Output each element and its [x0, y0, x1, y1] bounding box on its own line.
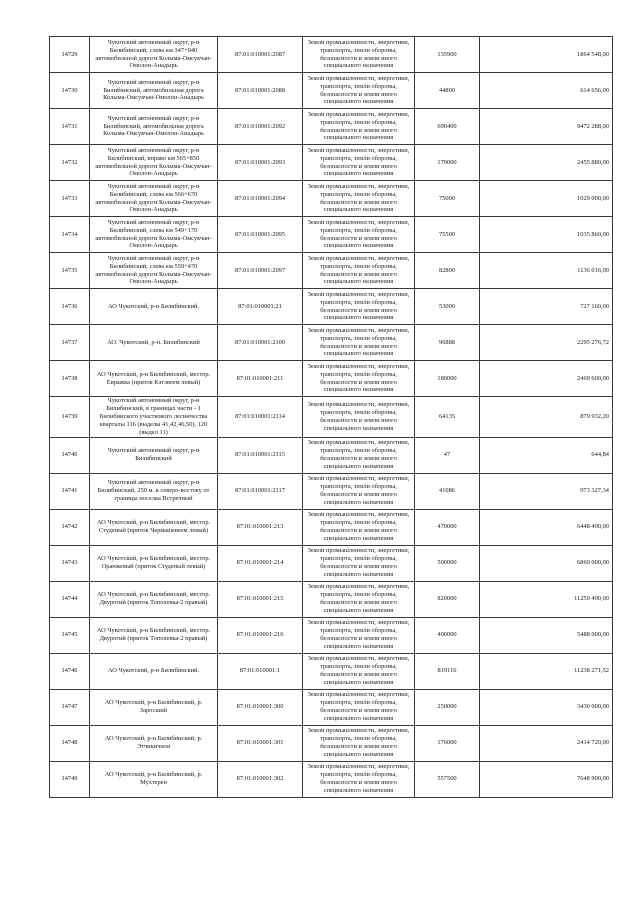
table-row: [50, 145, 613, 181]
land-category-cell: Земли промышленности, энергетики, транспорта, земли обороны, безопасности и земли иного специального назначения: [303, 473, 415, 509]
cadastral-number-cell: 87:01:010001:2088: [218, 73, 303, 109]
table-row: [50, 689, 613, 725]
cadastral-value-cell: 3430 000,00: [480, 689, 613, 725]
table-body: [50, 37, 613, 798]
land-category-cell: Земли промышленности, энергетики, транспорта, земли обороны, безопасности и земли иного специального назначения: [303, 545, 415, 581]
cadastral-number-cell: 87:01:010001:2115: [218, 437, 303, 473]
row-number: 14735: [50, 253, 90, 289]
area-cell: 176000: [415, 725, 480, 761]
table-row: [50, 653, 613, 689]
area-cell: 690400: [415, 109, 480, 145]
cadastral-number-cell: 87:01:010001:2117: [218, 473, 303, 509]
table-row: [50, 397, 613, 438]
address-cell: АО Чукотский, р-н Билибинский, р. Мухтерен: [90, 761, 218, 797]
row-number: 14732: [50, 145, 90, 181]
cadastral-value-cell: 2414 720,00: [480, 725, 613, 761]
land-category-cell: Земли промышленности, энергетики, транспорта, земли обороны, безопасности и земли иного специального назначения: [303, 725, 415, 761]
table-row: [50, 617, 613, 653]
address-cell: АО Чукотский, р-н Билибинский, местор. Двурогий (приток Тополевка-2 правый): [90, 581, 218, 617]
row-number: 14749: [50, 761, 90, 797]
row-number: 14729: [50, 37, 90, 73]
row-number: 14738: [50, 361, 90, 397]
area-cell: 500000: [415, 545, 480, 581]
table-row: [50, 509, 613, 545]
address-cell: АО Чукотский, р-н Билибинский.: [90, 289, 218, 325]
area-cell: 180000: [415, 361, 480, 397]
land-category-cell: Земли промышленности, энергетики, транспорта, земли обороны, безопасности и земли иного специального назначения: [303, 437, 415, 473]
area-cell: 41086: [415, 473, 480, 509]
row-number: 14745: [50, 617, 90, 653]
row-number: 14739: [50, 397, 90, 438]
cadastral-value-cell: 1035 860,00: [480, 217, 613, 253]
area-cell: 75500: [415, 217, 480, 253]
address-cell: АО Чукотский, р-н Билибинский, р. Этчикичеем: [90, 725, 218, 761]
cadastral-value-cell: 644,84: [480, 437, 613, 473]
cadastral-number-cell: 87:01:010001:2087: [218, 37, 303, 73]
area-cell: 820000: [415, 581, 480, 617]
area-cell: 400000: [415, 617, 480, 653]
cadastral-value-cell: 9472 288,00: [480, 109, 613, 145]
land-category-cell: Земли промышленности, энергетики, транспорта, земли обороны, безопасности и земли иного специального назначения: [303, 397, 415, 438]
address-cell: Чукотский автономный округ, р-н Билибинский, слева км 347+940 автомобильной дороги Колыма-Омсукчан-Омолон-Анадырь: [90, 37, 218, 73]
land-category-cell: Земли промышленности, энергетики, транспорта, земли обороны, безопасности и земли иного специального назначения: [303, 109, 415, 145]
row-number: 14741: [50, 473, 90, 509]
table-row: [50, 581, 613, 617]
table-row: [50, 289, 613, 325]
table-row: [50, 73, 613, 109]
cadastral-number-cell: 87:01:010001:2092: [218, 109, 303, 145]
land-category-cell: Земли промышленности, энергетики, транспорта, земли обороны, безопасности и земли иного специального назначения: [303, 509, 415, 545]
table-row: [50, 109, 613, 145]
cadastral-value-cell: 1136 016,00: [480, 253, 613, 289]
land-category-cell: Земли промышленности, энергетики, транспорта, земли обороны, безопасности и земли иного специального назначения: [303, 581, 415, 617]
land-category-cell: Земли промышленности, энергетики, транспорта, земли обороны, безопасности и земли иного специального назначения: [303, 617, 415, 653]
table-row: [50, 725, 613, 761]
cadastral-value-cell: 614 656,00: [480, 73, 613, 109]
address-cell: Чукотский автономный округ, р-н Билибинский, слева км 566+670 автомобильной дороги Колыма-Омсукчан-Омолон-Анадырь: [90, 181, 218, 217]
land-category-cell: Земли промышленности, энергетики, транспорта, земли обороны, безопасности и земли иного специального назначения: [303, 145, 415, 181]
cadastral-value-cell: 2455 880,00: [480, 145, 613, 181]
cadastral-number-cell: 87:01:010001:214: [218, 545, 303, 581]
area-cell: 64135: [415, 397, 480, 438]
cadastral-value-cell: 6448 400,00: [480, 509, 613, 545]
cadastral-value-cell: 879 932,20: [480, 397, 613, 438]
cadastral-value-cell: 727 160,00: [480, 289, 613, 325]
cadastral-value-cell: 1029 000,00: [480, 181, 613, 217]
row-number: 14742: [50, 509, 90, 545]
row-number: 14737: [50, 325, 90, 361]
cadastral-number-cell: 87:01:010001:215: [218, 581, 303, 617]
row-number: 14733: [50, 181, 90, 217]
table-row: [50, 761, 613, 797]
cadastral-value-cell: 11250 400,00: [480, 581, 613, 617]
area-cell: 47: [415, 437, 480, 473]
cadastral-number-cell: 87:01:010001:2094: [218, 181, 303, 217]
cadastral-number-cell: 87:01:010001:216: [218, 617, 303, 653]
address-cell: АО Чукотский, р-н Билибинский, р. Заросший: [90, 689, 218, 725]
land-category-cell: Земли промышленности, энергетики, транспорта, земли обороны, безопасности и земли иного специального назначения: [303, 761, 415, 797]
row-number: 14748: [50, 725, 90, 761]
address-cell: Чукотский автономный округ, р-н Билибинский, слева км 549+170 автомобильной дороги Колыма-Омсукчан-Омолон-Анадырь: [90, 217, 218, 253]
row-number: 14730: [50, 73, 90, 109]
row-number: 14746: [50, 653, 90, 689]
area-cell: 179000: [415, 145, 480, 181]
address-cell: Чукотский автономный округ, р-н Билибинский, в границах части - 1 Билибинского участкового лесничества кварталы 116 (выделы 41,42,46,50), 120 (выдел 11): [90, 397, 218, 438]
address-cell: АО Чукотский, р-н Билибинский, местор. Евражка (приток Кэтэвеем левый): [90, 361, 218, 397]
cadastral-value-cell: 2295 276,72: [480, 325, 613, 361]
table-row: [50, 361, 613, 397]
row-number: 14736: [50, 289, 90, 325]
land-category-cell: Земли промышленности, энергетики, транспорта, земли обороны, безопасности и земли иного специального назначения: [303, 689, 415, 725]
table-row: [50, 545, 613, 581]
table-row: [50, 37, 613, 73]
land-category-cell: Земли промышленности, энергетики, транспорта, земли обороны, безопасности и земли иного специального назначения: [303, 37, 415, 73]
land-category-cell: Земли промышленности, энергетики, транспорта, земли обороны, безопасности и земли иного специального назначения: [303, 653, 415, 689]
cadastral-number-cell: 87:01:010001:2114: [218, 397, 303, 438]
cadastral-number-cell: 87:01:010001:21: [218, 289, 303, 325]
address-cell: АО Чукотский, р-н Билибинский, местор. Оранжевый (приток Студеный левый): [90, 545, 218, 581]
address-cell: Чукотский автономный округ, р-н Билибинский, автомобильная дорога Колыма-Омсукчан-Омолон-Анадырь: [90, 109, 218, 145]
row-number: 14743: [50, 545, 90, 581]
land-category-cell: Земли промышленности, энергетики, транспорта, земли обороны, безопасности и земли иного специального назначения: [303, 253, 415, 289]
area-cell: 250000: [415, 689, 480, 725]
cadastral-value-cell: 7648 900,00: [480, 761, 613, 797]
cadastral-number-cell: 87:01:010001:302: [218, 761, 303, 797]
table-row: [50, 473, 613, 509]
land-category-cell: Земли промышленности, энергетики, транспорта, земли обороны, безопасности и земли иного специального назначения: [303, 217, 415, 253]
cadastral-number-cell: 87:01:010001:2097: [218, 253, 303, 289]
row-number: 14744: [50, 581, 90, 617]
table-row: [50, 181, 613, 217]
row-number: 14734: [50, 217, 90, 253]
cadastral-number-cell: 87:01:010001:2100: [218, 325, 303, 361]
land-category-cell: Земли промышленности, энергетики, транспорта, земли обороны, безопасности и земли иного специального назначения: [303, 289, 415, 325]
table-row: [50, 325, 613, 361]
cadastral-number-cell: 87:01:010001:213: [218, 509, 303, 545]
table-row: [50, 253, 613, 289]
land-category-cell: Земли промышленности, энергетики, транспорта, земли обороны, безопасности и земли иного специального назначения: [303, 181, 415, 217]
cadastral-number-cell: 87:01:010001:211: [218, 361, 303, 397]
row-number: 14731: [50, 109, 90, 145]
row-number: 14740: [50, 437, 90, 473]
row-number: 14747: [50, 689, 90, 725]
cadastral-number-cell: 87:01:010001:2093: [218, 145, 303, 181]
address-cell: Чукотский автономный округ, р-н Билибинский, слева км 559+470 автомобильной дороги Колыма-Омсукчан-Омолон-Анадырь: [90, 253, 218, 289]
address-cell: АО. Чукотский, р-н. Билибинский: [90, 325, 218, 361]
area-cell: 135900: [415, 37, 480, 73]
address-cell: Чукотский автономный округ, р-н Билибинский, 250 м. к северо-востоку от границы поселка Встречный: [90, 473, 218, 509]
cadastral-value-cell: 11238 271,52: [480, 653, 613, 689]
land-register-table: [49, 36, 613, 798]
address-cell: Чукотский автономный округ, р-н Билибинский, вправо км 565+850 автомобильной дороги Колыма-Омсукчан-Омолон-Анадырь: [90, 145, 218, 181]
cadastral-number-cell: 87:01:010001:1: [218, 653, 303, 689]
cadastral-value-cell: 1864 548,00: [480, 37, 613, 73]
address-cell: АО Чукотский, р-н Билибинский, местор. Студеный (приток Чермашевеем левый): [90, 509, 218, 545]
area-cell: 44800: [415, 73, 480, 109]
cadastral-value-cell: 973 327,34: [480, 473, 613, 509]
area-cell: 470000: [415, 509, 480, 545]
cadastral-value-cell: 5488 000,00: [480, 617, 613, 653]
land-category-cell: Земли промышленности, энергетики, транспорта, земли обороны, безопасности и земли иного специального назначения: [303, 325, 415, 361]
table-row: [50, 437, 613, 473]
cadastral-number-cell: 87:01:010001:300: [218, 689, 303, 725]
land-category-cell: Земли промышленности, энергетики, транспорта, земли обороны, безопасности и земли иного специального назначения: [303, 361, 415, 397]
address-cell: Чукотский автономный округ, р-н Билибинский, автомобильная дорога Колыма-Омсукчан-Омолон-Анадырь: [90, 73, 218, 109]
area-cell: 96888: [415, 325, 480, 361]
cadastral-value-cell: 6860 000,00: [480, 545, 613, 581]
cadastral-number-cell: 87:01:010001:2095: [218, 217, 303, 253]
area-cell: 75000: [415, 181, 480, 217]
cadastral-value-cell: 2469 600,00: [480, 361, 613, 397]
area-cell: 819116: [415, 653, 480, 689]
cadastral-number-cell: 87:01:010001:301: [218, 725, 303, 761]
area-cell: 53000: [415, 289, 480, 325]
area-cell: 557500: [415, 761, 480, 797]
land-category-cell: Земли промышленности, энергетики, транспорта, земли обороны, безопасности и земли иного специального назначения: [303, 73, 415, 109]
address-cell: АО Чукотский, р-н Билибинский.: [90, 653, 218, 689]
address-cell: Чукотский автономный округ, р-н Билибинский: [90, 437, 218, 473]
table-row: [50, 217, 613, 253]
address-cell: АО Чукотский, р-н Билибинский, местор. Двурогий (приток Тополевка-2 правый): [90, 617, 218, 653]
area-cell: 82800: [415, 253, 480, 289]
